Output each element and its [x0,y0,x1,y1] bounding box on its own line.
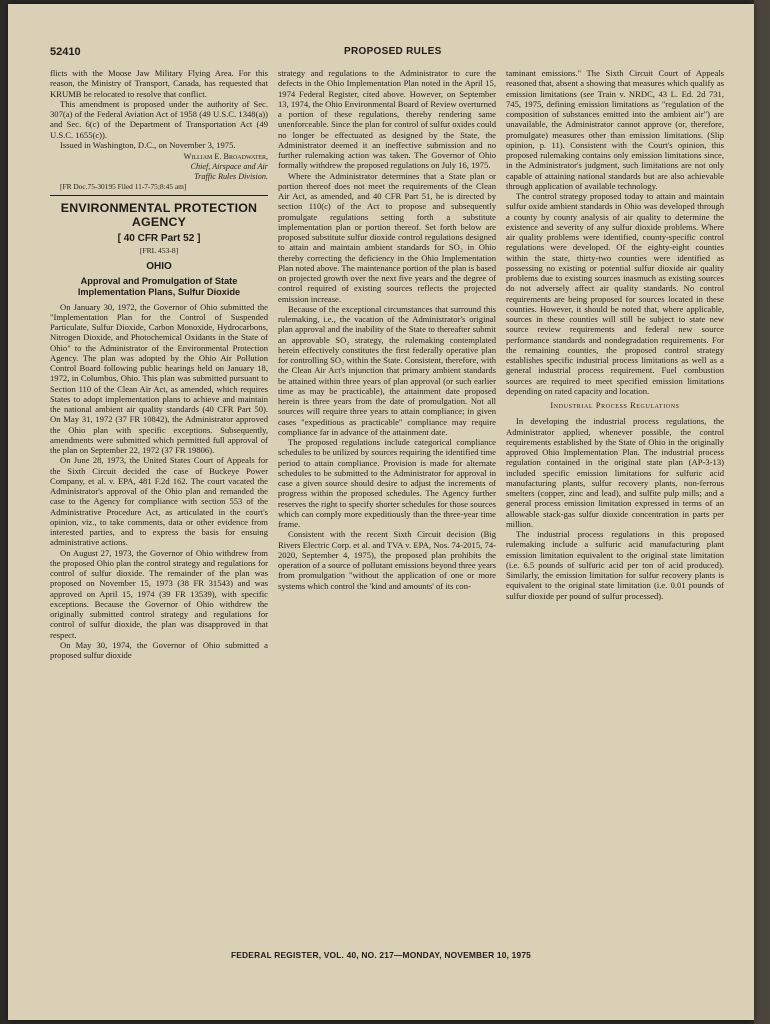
section-subheading: Industrial Process Regulations [550,401,680,410]
signer-name: William E. Broadwater, [183,152,268,161]
page-footer: FEDERAL REGISTER, VOL. 40, NO. 217—MONDAY, NOVEMBER 10, 1975 [230,950,532,960]
filing-note: [FR Doc.75-30195 Filed 11-7-75;8:45 am] [60,182,187,191]
paragraph: Because of the exceptional circumstances that surround this rulemaking, i.e., the vacation of the Administrator's original plan approval and the inability of the State to thereafter submit an approvable SO₂ strategy, the rulemaking contemplated herein effectively constitutes the first federally operative plan for controlling SO₂ within the State. Consistent, therefore, with the Clean Air Act's injunction that primary ambient standards be attained within three years of plan approval (or such earlier time as may be practicable), the attainment date proposed herein is three years from the date of promulgation. Not all sources will require three years to attain compliance; in given cases "expeditious as practicable" compliance may require compliance far in advance of the attainment date. [278,303,496,437]
paragraph: Consistent with the recent Sixth Circuit decision (Big Rivers Electric Corp. et al. and TVA v. EPA, Nos. 74-2015, 74-2020, September 4, 1975), the proposed plan prohibits the operation of a source of pollutant emissions beyond three years from promulgation "without the application of one or more systems which control the 'kind and amounts' of its con- [278,529,496,591]
paragraph: strategy and regulations to the Administrator to cure the defects in the Ohio Implementation Plan noted in the April 15, 1974 Federal Register, cited above. However, on September 13, 1974, the Ohio Environmental Board of Review overturned a portion of these regulations, thereby rendering same unenforceable. Since the plan for control of sulfur oxides could no longer be effectuated as designed by the State, the Administrator deemed it an ineffective submission and no further rulemaking action was taken. The Governor of Ohio formally withdrew the proposed regulations on July 16, 1975. [278,68,496,171]
running-header: PROPOSED RULES [344,46,442,57]
signer-title: Chief, Airspace and Air [190,162,268,171]
paragraph: In developing the industrial process regulations, the Administrator applied, whenever possible, the control requirements established by the State of Ohio in the originally approved Ohio Implementation Plan. The industrial process regulation contained in the original state plan (AP-3-13) included specific emission limitations for sulfuric acid manufacturing plants, sulfur recovery plants, non-ferrous smelters (copper, zinc and lead), and sulfite pulp mills; and a general process emission limitation expressed in terms of an allowable stack-gas sulfur dioxide concentration in parts per million. [506,416,724,529]
paragraph: On August 27, 1973, the Governor of Ohio withdrew from the proposed Ohio plan the control strategy and regulations for control of sulfur dioxide. The remainder of the plan was proposed on November 15, 1973 (38 FR 31543) and was approved on April 15, 1974 (39 FR 13539), with specific exceptions. Because the Governor of Ohio withdrew the originally submitted control strategy and regulations for control of sulfur dioxide, the plan was disapproved in that respect. [50,547,268,640]
column-2 [278,68,496,591]
paragraph: Where the Administrator determines that a State plan or portion thereof does not meet the requirements of the Clean Air Act, as amended, and 40 CFR Part 51, he is directed by section 110(c) of the Act to propose and subsequently promulgate regulations setting forth a substitute implementation plan or portion thereof. Set forth below are proposed substitute sulfur dioxide control regulations designed to attain and maintain ambient standards for SO₂ in Ohio thereby correcting the deficiency in the Ohio Implementation Plan noted above. The maintenance portion of the plan is based on projected growth over the next five years and the degree of control required of existing sources reflects the projected emission increase. [278,170,496,304]
book-spine [754,0,770,1024]
paragraph: On May 30, 1974, the Governor of Ohio submitted a proposed sulfur dioxide [50,639,268,660]
state-heading: OHIO [146,260,172,272]
paragraph: The proposed regulations include categorical compliance schedules to be utilized by sources requiring the identified time period to attain compliance. Provision is made for alternate schedules to be submitted to the Administrator for approval in case a given source should desire to adjust the increments of progress within the proposed schedules. The Agency further reserves the right to specify shorter schedules for those sources which can comply more expeditiously than the three-year time frame. [278,437,496,529]
paragraph: This amendment is proposed under the authority of Sec. 307(a) of the Federal Aviation Act of 1958 (49 U.S.C. 1348(a)) and Sec. 6(c) of the Department of Transportation Act (49 U.S.C. 1655(c)). [50,98,268,140]
section-divider [50,195,268,196]
column-1 [50,68,268,660]
column-3 [506,68,724,601]
paragraph: On June 28, 1973, the United States Court of Appeals for the Sixth Circuit decided the case of Buckeye Power Company, et al. v. EPA, 481 F.2d 162. The court vacated the Administrator's approval of the Ohio plan and remanded the case to the Agency for compliance with section 553 of the Administrative Procedure Act, as articulated in the court's opinion, viz., to take comments, data or other evidence from interested parties, and to express the basis for ensuing administrative actions. [50,455,268,548]
paragraph: On January 30, 1972, the Governor of Ohio submitted the "Implementation Plan for the Control of Suspended Particulate, Sulfur Dioxide, Carbon Monoxide, Hydrocarbons, Nitrogen Dioxide, and Photochemical Oxidants in the State of Ohio" to the Administrator of the Environmental Protection Agency. The plan was adopted by the Ohio Air Pollution Control Board following public hearings held on January 18, 1972, in Columbus, Ohio. This plan was submitted pursuant to Section 110 of the Clean Air Act, as amended, which requires States to adopt implementation plans to achieve and maintain the national ambient air quality standards (40 CFR Part 50). On May 31, 1972 (37 FR 10842), the Administrator approved the Ohio plan with specific exceptions. Subsequently, amendments were submitted which permitted full approval of the plan on September 22, 1972 (37 FR 19806). [50,301,268,455]
paragraph: taminant emissions." The Sixth Circuit Court of Appeals reasoned that, absent a showing that measures which qualify as emission limitations (see Train v. NRDC, 43 L. Ed. 2d 731, 745, 1975, defining emission limitations as "regulation of the composition of substances emitted into the ambient air") are unavailable, the Administrator cannot approve (or, therefore, promulgate) measures other than emission limitations. (Slip opinion, p. 11). Consistent with the Court's opinion, this proposed rulemaking contains only emission limitations since, in the Administrator's judgment, such limitations are not only capable of attaining national standards but are also achievable through application of available technology. [506,68,724,191]
page-number: 52410 [50,46,81,58]
signer-title: Traffic Rules Division. [194,172,268,181]
agency-heading: ENVIRONMENTAL PROTECTION AGENCY [60,201,258,230]
paragraph: flicts with the Moose Jaw Military Flying Area. For this reason, the Ministry of Transport, Canada, has requested that KRUMB be relocated to resolve that conflict. [50,68,268,99]
subject-heading: Approval and Promulgation of State Implementation Plans, Sulfur Dioxide [77,275,241,297]
frl-number: [FRL 453-8] [139,246,179,256]
paragraph: The industrial process regulations in this proposed rulemaking include a sulfuric acid manufacturing plant emission limitation equivalent to the original state limitation (i.e. 6.5 pounds of sulfuric acid per ton of acid produced). Similarly, the emission limitation for sulfur recovery plants is equivalent to the original state limitation (i.e. 0.01 pounds of sulfur dioxide per pound of sulfur processed). [506,529,724,601]
document-page [8,4,754,1020]
paragraph: Issued in Washington, D.C., on November 3, 1975. [60,139,236,150]
signature-block [50,152,268,182]
cfr-citation: [ 40 CFR Part 52 ] [117,233,201,245]
paragraph: The control strategy proposed today to attain and maintain sulfur oxide ambient standards in Ohio was developed through a county by county analysis of air quality to determine the existence and severity of any sulfur dioxide problems. Where air quality problems were identified, county-specific control regulations were developed. Of the eighty-eight counties within the state, thirty-two counties were identified as possessing no existing or potential sulfur dioxide air quality problems due to existing sources inasmuch as existing sources do not adversely affect air quality standards. No control requirements are being proposed for sources located in these counties. However, it should be noted that, where applicable, sources in these counties will still be subject to state new source review requirements and federal new source performance standards and nondegradation requirements. For the remaining counties, the proposed control strategy establishes specific industrial process limitations as well as a general industrial process requirement. Fuel combustion sources are required to meet specified emission limitations depending on rated capacity and location. [506,191,724,396]
